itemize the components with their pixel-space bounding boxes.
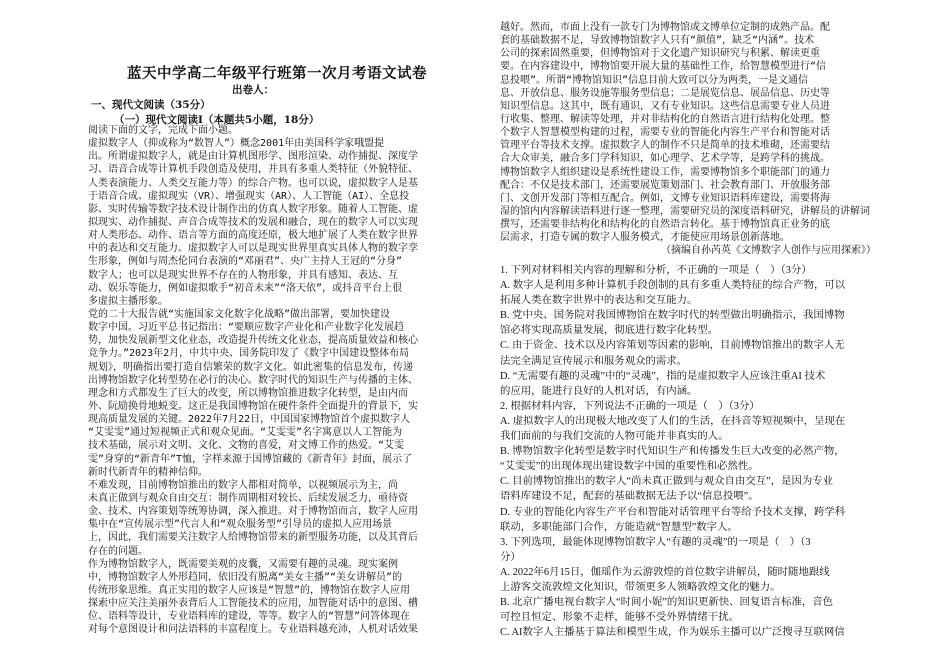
question-line: B. 北京广播电视台数字人“时间小妮”的知识更新快、回复语言标准，音色 — [500, 597, 834, 609]
passage-line: 新时代新青年的精神信仰。 — [88, 466, 208, 478]
question-line: D. 专业的智能化内容生产平台和智能对话管理平台等给予技术支撑，跨学科 — [500, 506, 846, 518]
passage-line: 规划》，明确指出要打造自信繁荣的数字文化。如此密集的信息发布，传递 — [88, 361, 413, 373]
question-line: C. 由于资金、技术以及内容策划等因素的影响，目前博物馆推出的数字人无 — [500, 340, 845, 352]
passage-line: 影、实时传输等数字技术设计制作出的仿真人数字形象。随着人工智能、虚 — [88, 203, 418, 215]
question-line: 上游客交流敦煌文化知识，带领更多人领略敦煌文化的魅力。 — [500, 581, 781, 593]
passage-line: 对人类形态、动作、语言等方面的高度还原，极大地扩展了人类在数字世界 — [88, 230, 418, 242]
passage-line: 知识型信息。这其中，既有通识，又有专业知识。这些信息需要专业人员进 — [500, 100, 830, 112]
passage-line: 阅读下面的文字，完成下面小题。 — [88, 125, 238, 136]
question-line: 1. 下列对材料相关内容的理解和分析，不正确的一项是（ ）（3分） — [500, 265, 812, 276]
question-line: 分） — [500, 551, 521, 563]
question-line: 拓展人类在数字世界中的表达和交互能力。 — [500, 295, 698, 307]
passage-line: 层需求，打造专属的数字人服务模式，才能使应用场景创新落地。 — [500, 232, 790, 244]
passage-line: 配合：不仅是技术部门，还需要展览策划部门、社会教育部门、开放服务部 — [500, 179, 830, 191]
author-label: 出卷人： — [232, 84, 274, 96]
passage-line: 要。在内容建设中，博物馆要开展大量的基础性工作，给智慧模型进行“信 — [500, 61, 827, 73]
passage-line: 技术基础，展示对文明、文化、文物的喜爱，对文博工作的热爱。“艾雯 — [88, 440, 405, 452]
question-line: A. 虚拟数字人的出现极大地改变了人们的生活，在抖音等短视频中，呈现在 — [500, 415, 846, 427]
question-line: B. 博物馆数字化转型是数字时代知识生产和传播发生巨大改变的必然产物， — [500, 446, 845, 458]
passage-line: 息、开放信息、服务设施等服务型信息；二是展览信息、展品信息、历史等 — [500, 87, 830, 99]
passage-line: 博物馆数字人组织建设是系统性建设工作，需要博物馆多个职能部门的通力 — [500, 166, 830, 178]
question-line: 可控且恒定、形象不走样，能够不受外界情绪干扰。 — [500, 612, 739, 624]
passage-line: 雯”身穿的“新青年”T恤，字样来源于国博馆藏的《新青年》封面，展示了 — [88, 453, 413, 465]
question-line: 法完全满足宣传展示和服务观众的需求。 — [500, 355, 688, 367]
questions-block — [500, 263, 876, 640]
question-line: 我们面前的与我们交流的人物可能并非真实的人。 — [500, 431, 729, 443]
passage-line: 管理平台等技术支撑。虚拟数字人的制作不只是简单的技术堆砌，还需要结 — [500, 140, 830, 152]
question-line: 的应用，能进行良好的人机对话，有内涵。 — [500, 385, 698, 397]
question-line: A. 2022年6月15日，伽瑶作为云游敦煌的首位数字讲解员，随时随地跟线 — [500, 566, 830, 578]
passage-line: 动、娱乐等能力，例如虚拟歌手“初音未来”“洛天依”，或抖音平台上很 — [88, 282, 403, 294]
source-citation: （摘编自孙芮英《文博数字人创作与应用探索》） — [661, 245, 876, 256]
passage-line: 数字中国。习近平总书记指出：“要顺应数字产业化和产业数字化发展趋 — [88, 322, 405, 334]
question-line: 馆必将实现高质量发展，彻底进行数字化转型。 — [500, 325, 719, 337]
passage-line: 于语音合成、虚拟现实（VR）、增强现实（AR）、人工智能（AI）、全息投 — [88, 190, 410, 202]
passage-line: 生形象，例如与周杰伦同台表演的“邓丽君”、央广主持人王冠的“分身” — [88, 256, 403, 268]
question-line: D. “无需要有趣的灵魂”中的“灵魂”，指的是虚拟数字人应该注重AI 技术 — [500, 370, 826, 382]
passage-line: 多虚拟主播形象。 — [88, 295, 168, 307]
passage-line: 数字人；也可以是现实世界不存在的人物形象，并具有感知、表达、互 — [88, 269, 398, 281]
passage-line: 越好。然而，市面上没有一款专门为博物馆或文博单位定制的成熟产品。配 — [500, 22, 830, 33]
section-heading: 一、现代文阅读（35分） — [91, 99, 211, 111]
passage-line: 套的基础数据不足，导致博物馆数字人只有“颜值”，缺乏“内涵”。技术 — [500, 35, 815, 47]
passage-line: 出。所谓虚拟数字人，就是由计算机图形学、图形渲染、动作捕捉、深度学 — [88, 151, 418, 163]
passage-line: 势，加快发展新型文化业态，改造提升传统文化业态，提高质量效益和核心 — [88, 335, 418, 347]
question-line: A. 数字人是利用多种计算机手段创制的具有多重人类特征的综合产物，可以 — [500, 280, 846, 292]
passage-line: 不难发现，目前博物馆推出的数字人都相对简单，以视频展示为主，尚 — [88, 479, 398, 491]
passage-line: 探索中应关注美丽外表背后人工智能技术的应用，加智能对话中的意图、槽 — [88, 598, 418, 610]
subsection-heading: （一）现代文阅读Ⅰ（本题共5小题，18分） — [114, 114, 320, 126]
passage-line: 习、语音合成等计算机手段创造及使用，并具有多重人类特征（外貌特征、 — [88, 164, 418, 176]
question-line: 语料库建设不足，配套的基础数据无法予以“信息投喂”。 — [500, 491, 759, 503]
passage-line: 传统形象思维。真正实用的数字人应该是“智慧”的，博物馆在数字人应用 — [88, 584, 411, 596]
passage-line: 人类表演能力、人类交互能力等）的综合产物。也可以说，虚拟数字人是基 — [88, 177, 418, 189]
passage-line: 存在的问题。 — [88, 545, 148, 557]
passage-line: 撰写，还需要非结构化和结构化的自然语言转化。基于博物馆真正业务的底 — [500, 219, 830, 231]
passage-line: 公司的探索固然重要，但博物馆对于文化遗产知识研究与积累、解读更重 — [500, 48, 820, 60]
question-line: “艾雯雯”的出现体现出建设数字中国的重要性和必然性。 — [500, 461, 759, 473]
passage-line: 拟现实、动作捕捉、声音合成等技术的发展和融合，现在的数字人可以实现 — [88, 216, 418, 228]
passage-line: 中的表达和交互能力。虚拟数字人可以是现实世界里真实具体人物的数字孪 — [88, 243, 418, 255]
passage-line: 现高质量发展的关键。2022年7月22日，中国国家博物馆首个虚拟数字人 — [88, 414, 411, 426]
passage-line: 作为博物馆数字人，既需要美观的皮囊，又需要有趣的灵魂。现实案例 — [88, 558, 398, 570]
passage-line: 虚拟数字人（抑或称为“数智人”）概念2001年由美国科学家哦盟提 — [88, 138, 385, 150]
question-line: B. 党中央、国务院对我国博物馆在数字时代的转型做出明确指示，我国博物 — [500, 310, 845, 322]
passage-line: 行收集、整理、解读等处理，并对非结构化的自然语言进行结构化处理。整 — [500, 113, 830, 125]
source-citation-block — [500, 244, 876, 257]
passage-line: 竞争力。”2023年2月，中共中央、国务院印发了《数字中国建设整体布局 — [88, 348, 410, 360]
passage-line: 上，因此，我们需要关注数字人给博物馆带来的新型服务功能，以及其背后 — [88, 532, 418, 544]
passage-line: 合大众审美，融合多门学科知识，如心理学、艺术学等，是跨学科的挑战。 — [500, 153, 830, 165]
passage-line: 位、语料等设计，专业语料库的建设，等等。数字人的“智慧”问答体现在 — [88, 611, 411, 623]
passage-line: 中，博物馆数字人外形趋同，依旧没有脱离“美女主播”“美女讲解员”的 — [88, 571, 403, 583]
question-line: 联动，多职能部门合作，方能造就“智慧型”数字人。 — [500, 521, 738, 533]
passage-line: “艾雯雯”通过短视频正式和观众见面。“艾雯雯”名字寓意以人工智能为 — [88, 427, 403, 439]
passage-line: 息投喂”。所谓“博物馆知识”信息目前大致可以分为两类，一是文通信 — [500, 74, 809, 86]
passage-line: 党的二十大报告就“实施国家文化数字化战略”做出部署，要加快建设 — [88, 308, 391, 320]
passage-line: 未真正做到与观众自由交互：制作周期相对较长、后续发展乏力，亟待资 — [88, 492, 408, 504]
passage-line: 集中在“宣传展示型”代言人和“观众服务型”引导员的虚拟人应用场景 — [88, 519, 393, 531]
passage-line: 理念和方式都发生了巨大的改变，所以博物馆推进数字化转型，是由内而 — [88, 387, 408, 399]
question-line: 2. 根据材料内容，下列说法不正确的一项是（ ）（3分） — [500, 400, 760, 412]
passage-line: 对每个意图设计和问法语料的丰富程度上。专业语料越充沛，人机对话效果 — [88, 624, 418, 636]
passage-line: 个数字人智慧模型构建的过程，需要专业的智能化内容生产平台和智能对话 — [500, 127, 830, 139]
left-passage — [88, 124, 463, 636]
exam-title: 蓝天中学高二年级平行班第一次月考语文试卷 — [127, 65, 427, 82]
passage-line: 出博物馆数字化转型势在必行的决心。数字时代的知识生产与传播的主体、 — [88, 374, 418, 386]
passage-line: 外、阮励换骨地蜕变。这正是我国博物馆在硬件条件全面提升的背景下，实 — [88, 400, 418, 412]
question-line: 3. 下列选项，最能体现博物馆数字人“有趣的灵魂”的一项是（ ）（3 — [500, 536, 811, 548]
passage-line: 门、文创开发部门等相互配合。例如，文博专业知识语料库建设，需要将海 — [500, 192, 830, 204]
question-line: C. 目前博物馆推出的数字人“尚未真正做到与观众自由交互”，是因为专业 — [500, 476, 834, 488]
question-line: C. AI数字人主播基于算法和模型生成，作为娱乐主播可以广泛搜寻互联网信 — [500, 627, 845, 639]
passage-line: 金、技术、内容策划等统筹协调，深入推进。对于博物馆而言，数字人应用 — [88, 506, 418, 518]
right-passage — [500, 21, 876, 244]
passage-line: 湿的馆内内容解读语料进行逐一整理，需要研究员的深度语料研究，讲解员的讲解词 — [500, 205, 870, 217]
